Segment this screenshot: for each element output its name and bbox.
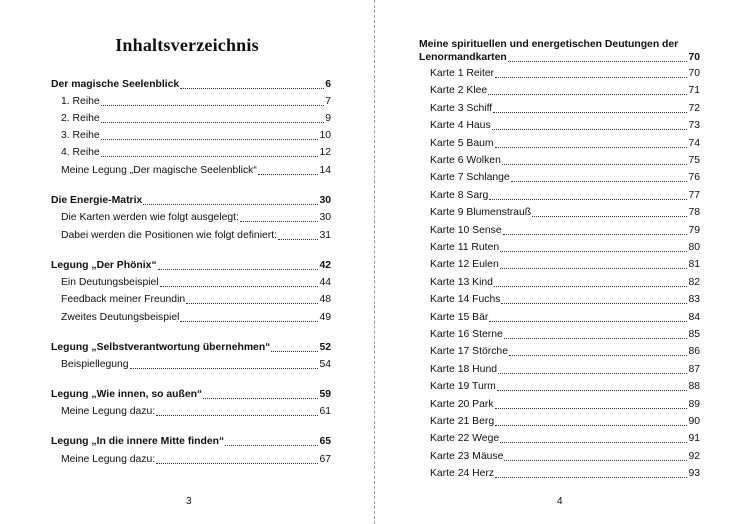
toc-entry[interactable] <box>430 67 700 80</box>
toc-entry[interactable] <box>61 276 331 289</box>
toc-entry[interactable] <box>430 293 700 306</box>
toc-entry-title: Ein Deutungsbeispiel <box>61 277 159 288</box>
toc-entry[interactable] <box>61 311 331 324</box>
page-number-right: 4 <box>557 496 563 507</box>
dot-leader <box>101 139 319 140</box>
toc-entry[interactable] <box>61 95 331 108</box>
toc-entry-title: Karte 10 Sense <box>430 224 502 236</box>
toc-entry-page: 7 <box>325 96 331 107</box>
toc-entry-title: Karte 12 Eulen <box>430 259 499 271</box>
toc-entry-title: Karte 17 Störche <box>430 346 508 358</box>
toc-entry-page: 77 <box>688 189 700 201</box>
dot-leader <box>143 204 318 205</box>
toc-entry-title: Karte 4 Haus <box>430 120 491 132</box>
dot-leader <box>500 251 687 252</box>
toc-entry-title: Karte 14 Fuchs <box>430 294 501 306</box>
toc-entry-title: Karte 23 Mäuse <box>430 450 504 462</box>
toc-entry-page: 42 <box>319 260 331 271</box>
dot-leader <box>502 164 688 165</box>
toc-entry[interactable] <box>430 189 700 202</box>
toc-entry[interactable] <box>430 102 700 115</box>
toc-entry[interactable] <box>430 328 700 341</box>
toc-entry-title: Karte 16 Sterne <box>430 329 503 340</box>
toc-entry-title: Karte 7 Schlange <box>430 172 510 184</box>
toc-entry-title: Meine Legung „Der magische Seelenblick“ <box>61 165 257 176</box>
dot-leader <box>493 112 687 113</box>
toc-entry[interactable] <box>430 380 700 393</box>
toc-entry[interactable] <box>61 293 331 306</box>
toc-entry-title: Die Karten werden wie folgt ausgelegt: <box>61 212 239 223</box>
dot-leader <box>186 303 318 304</box>
dot-leader <box>495 425 687 426</box>
dot-leader <box>101 156 319 157</box>
toc-entry-page: 67 <box>319 454 331 465</box>
toc-entry-page: 91 <box>688 433 700 445</box>
toc-entry-title: Karte 1 Reiter <box>430 68 495 79</box>
dot-leader <box>225 445 318 446</box>
dot-leader <box>494 286 687 287</box>
toc-entry-page: 74 <box>688 137 700 149</box>
dot-leader <box>101 122 325 123</box>
dot-leader <box>160 286 319 287</box>
toc-entry-page: 83 <box>688 294 700 306</box>
toc-entry-page: 30 <box>319 212 331 223</box>
toc-entry[interactable] <box>51 78 331 91</box>
toc-entry-title: Karte 15 Bär <box>430 311 489 323</box>
toc-entry[interactable] <box>430 311 700 324</box>
toc-entry-page: 54 <box>319 359 331 370</box>
toc-entry-title: Karte 3 Schiff <box>430 102 493 114</box>
toc-entry-title: Karte 19 Turm <box>430 381 496 393</box>
toc-entry[interactable] <box>430 171 700 184</box>
dot-leader <box>180 321 318 322</box>
dot-leader <box>156 415 318 416</box>
toc-entry-title: Karte 24 Herz <box>430 468 495 480</box>
toc-entry[interactable] <box>61 211 331 224</box>
toc-entry-title: 4. Reihe <box>61 147 100 158</box>
toc-entry[interactable] <box>430 154 700 167</box>
dot-leader <box>500 442 687 443</box>
toc-entry[interactable] <box>430 415 700 428</box>
toc-entry-page: 10 <box>319 130 331 141</box>
toc-entry-page: 78 <box>688 207 700 219</box>
toc-entry-title: Die Energie-Matrix <box>51 195 143 206</box>
dot-leader <box>271 351 318 352</box>
toc-entry-page: 31 <box>319 230 331 241</box>
dot-leader <box>503 234 688 235</box>
toc-entry-title: Feedback meiner Freundin <box>61 294 186 305</box>
toc-entry-page: 82 <box>688 276 700 288</box>
toc-entry[interactable] <box>61 453 331 466</box>
dot-leader <box>489 321 687 322</box>
toc-entry-page: 79 <box>688 224 700 236</box>
toc-entry[interactable] <box>430 84 700 97</box>
dot-leader <box>532 216 687 217</box>
dot-leader <box>500 268 688 269</box>
toc-heading-page: 70 <box>688 52 700 63</box>
toc-entry-title: 3. Reihe <box>61 130 100 141</box>
toc-entry[interactable] <box>51 341 331 354</box>
dot-leader <box>509 355 687 356</box>
dot-leader <box>504 460 687 461</box>
toc-entry-page: 49 <box>319 312 331 323</box>
toc-entry-title: Der magische Seelenblick <box>51 79 180 90</box>
dot-leader <box>501 303 687 304</box>
toc-entry-title: Karte 6 Wolken <box>430 155 501 166</box>
toc-entry-title: Karte 2 Klee <box>430 85 488 97</box>
toc-entry[interactable] <box>61 229 331 242</box>
dot-leader <box>495 408 688 409</box>
toc-entry[interactable] <box>430 276 700 289</box>
toc-entry-page: 81 <box>688 259 700 271</box>
toc-entry-page: 75 <box>688 155 700 166</box>
toc-entry[interactable] <box>430 119 700 132</box>
toc-entry[interactable] <box>51 435 331 448</box>
toc-entry[interactable] <box>430 363 700 376</box>
toc-entry[interactable] <box>61 164 331 177</box>
page-divider <box>374 0 375 524</box>
page-number-left: 3 <box>186 496 192 507</box>
dot-leader <box>180 88 324 89</box>
toc-entry-title: Beispiellegung <box>61 359 129 370</box>
toc-entry-title: Legung „Selbstverantwortung übernehmen“ <box>51 342 271 353</box>
toc-entry-page: 76 <box>688 172 700 184</box>
toc-entry-page: 88 <box>688 381 700 393</box>
toc-entry-title: Karte 13 Kind <box>430 276 493 288</box>
toc-heading-line2: Lenormandkarten <box>419 52 507 63</box>
toc-entry-page: 72 <box>688 102 700 114</box>
toc-entry-title: Legung „In die innere Mitte finden“ <box>51 436 225 447</box>
toc-entry-title: Karte 11 Ruten <box>430 242 500 253</box>
toc-entry[interactable] <box>61 405 331 418</box>
toc-entry-title: Meine Legung dazu: <box>61 454 156 465</box>
toc-entry-title: Karte 18 Hund <box>430 363 498 375</box>
toc-entry-page: 71 <box>688 85 700 97</box>
dot-leader <box>203 398 318 399</box>
toc-section-heading[interactable] <box>419 38 700 64</box>
dot-leader <box>498 373 687 374</box>
toc-entry-page: 9 <box>325 113 331 124</box>
toc-title: Inhaltsverzeichnis <box>115 35 259 55</box>
toc-heading-line1: Meine spirituellen und energetischen Deutungen der <box>419 39 679 50</box>
toc-entry[interactable] <box>51 259 331 272</box>
toc-entry[interactable] <box>430 224 700 237</box>
toc-entry-page: 92 <box>688 450 700 462</box>
toc-entry-page: 12 <box>319 147 331 158</box>
toc-entry[interactable] <box>61 129 331 142</box>
toc-entry-page: 80 <box>688 242 700 253</box>
dot-leader <box>278 239 318 240</box>
dot-leader <box>508 61 688 62</box>
toc-entry-page: 84 <box>688 311 700 323</box>
toc-entry-page: 44 <box>319 277 331 288</box>
toc-entry[interactable] <box>51 194 331 207</box>
toc-entry-page: 65 <box>319 436 331 447</box>
toc-entry[interactable] <box>430 258 700 271</box>
toc-entry-title: Karte 22 Wege <box>430 433 500 445</box>
toc-entry-title: 1. Reihe <box>61 96 100 107</box>
dot-leader <box>101 105 325 106</box>
dot-leader <box>489 199 687 200</box>
dot-leader <box>495 77 687 78</box>
toc-entry-title: Karte 21 Berg <box>430 416 495 427</box>
dot-leader <box>158 269 319 270</box>
dot-leader <box>258 174 319 175</box>
toc-entry-page: 87 <box>688 363 700 375</box>
toc-entry-title: 2. Reihe <box>61 113 100 124</box>
toc-entry-title: Legung „Der Phönix“ <box>51 260 157 271</box>
toc-entry-page: 59 <box>319 389 331 400</box>
toc-entry-title: Dabei werden die Positionen wie folgt definiert: <box>61 230 278 241</box>
toc-entry[interactable] <box>430 398 700 411</box>
toc-entry-title: Karte 9 Blumenstrauß <box>430 207 532 219</box>
toc-entry[interactable] <box>51 388 331 401</box>
toc-entry-page: 73 <box>688 120 700 132</box>
toc-entry[interactable] <box>430 345 700 358</box>
dot-leader <box>495 477 687 478</box>
dot-leader <box>488 94 687 95</box>
toc-entry-page: 90 <box>688 416 700 427</box>
dot-leader <box>130 368 319 369</box>
toc-entry-page: 30 <box>319 195 331 206</box>
toc-entry-title: Zweites Deutungsbeispiel <box>61 312 180 323</box>
toc-entry-page: 85 <box>688 329 700 340</box>
toc-entry-page: 52 <box>319 342 331 353</box>
toc-entry-title: Karte 8 Sarg <box>430 189 489 201</box>
toc-entry[interactable] <box>430 206 700 219</box>
toc-entry-page: 48 <box>319 294 331 305</box>
toc-entry-title: Legung „Wie innen, so außen“ <box>51 389 203 400</box>
dot-leader <box>156 463 318 464</box>
toc-entry[interactable] <box>430 467 700 480</box>
toc-entry[interactable] <box>61 146 331 159</box>
toc-entry-title: Karte 20 Park <box>430 398 494 410</box>
toc-entry[interactable] <box>430 137 700 150</box>
toc-entry-page: 86 <box>688 346 700 358</box>
dot-leader <box>504 338 688 339</box>
toc-entry[interactable] <box>61 112 331 125</box>
toc-entry[interactable] <box>430 241 700 254</box>
dot-leader <box>497 390 688 391</box>
toc-entry-title: Meine Legung dazu: <box>61 406 156 417</box>
toc-entry-page: 93 <box>688 468 700 480</box>
toc-entry-title: Karte 5 Baum <box>430 137 494 149</box>
toc-entry[interactable] <box>61 358 331 371</box>
dot-leader <box>495 147 688 148</box>
toc-entry[interactable] <box>430 450 700 463</box>
dot-leader <box>511 181 688 182</box>
toc-entry-page: 61 <box>319 406 331 417</box>
toc-entry-page: 6 <box>325 79 331 90</box>
toc-entry-page: 70 <box>688 68 700 79</box>
toc-entry[interactable] <box>430 432 700 445</box>
dot-leader <box>240 221 319 222</box>
toc-entry-page: 89 <box>688 398 700 410</box>
dot-leader <box>492 129 688 130</box>
toc-entry-page: 14 <box>319 165 331 176</box>
